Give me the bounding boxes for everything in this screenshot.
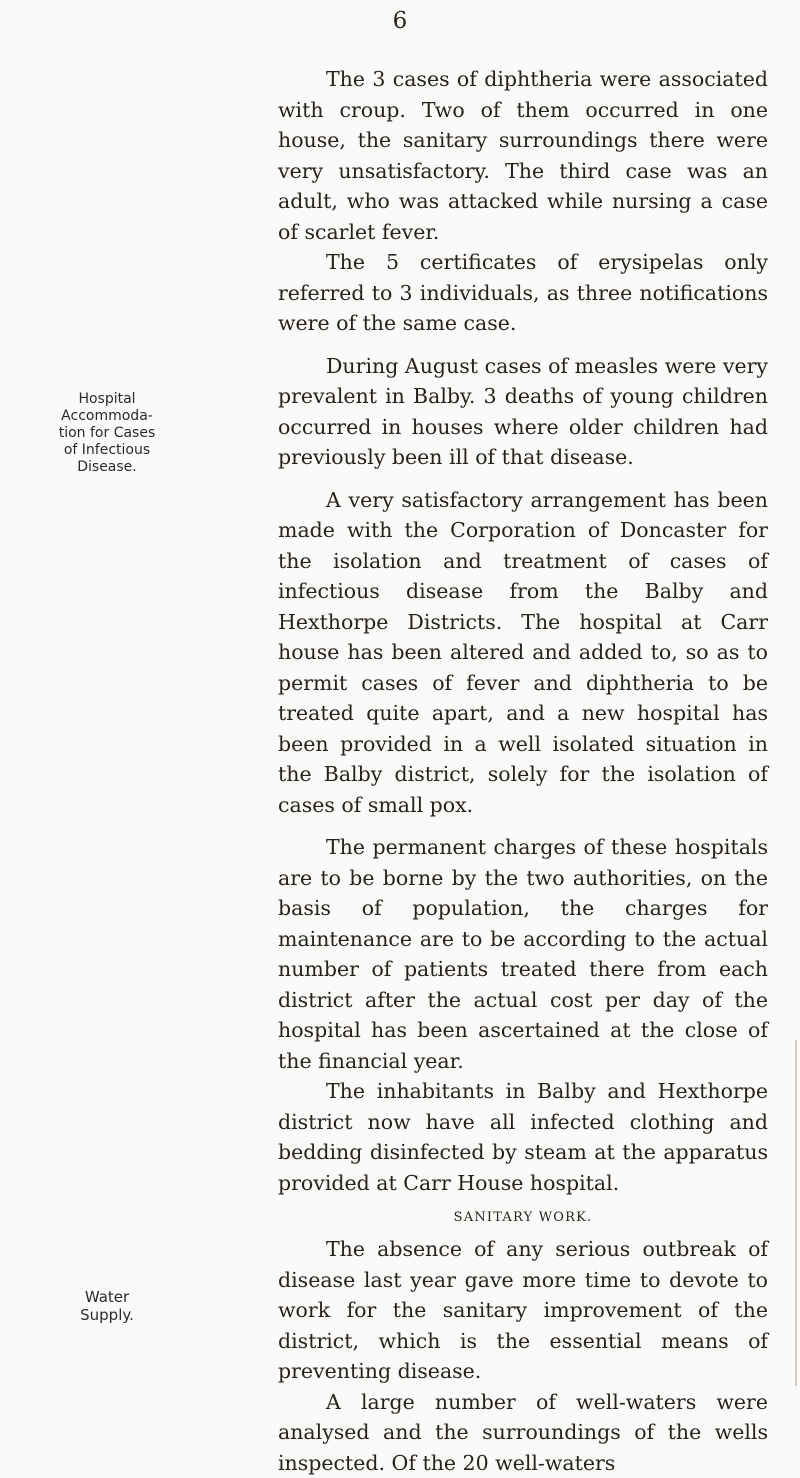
margin-note-line: Water (12, 1288, 202, 1306)
page-edge-shadow (795, 1040, 797, 1386)
body-text (278, 64, 768, 1478)
section-heading-sanitary-work: SANITARY WORK. (278, 1208, 768, 1228)
paragraph-hospital-arrangement: A very satisfactory arrangement has been made with the Corporation of Doncaster for the isolation and treatment of cases of infectious disease from the Balby and Hexthorpe Districts. The hospital at Carr house has been altered and added to, so as to permit cases of fever and diphtheria to be treated quite apart, and a new hospital has been provided in a well isolated situation in the Balby district, solely for the isolation of cases of small pox. (278, 485, 768, 821)
margin-note-line: tion for Cases (12, 425, 202, 442)
margin-note-line: of Infectious (12, 442, 202, 459)
paragraph-sanitary-work: The absence of any serious outbreak of disease last year gave more time to devote to work for the sanitary improvement of the district, which is the essential means of preventing disease. (278, 1234, 768, 1387)
paragraph-diphtheria: The 3 cases of diphtheria were associated with croup. Two of them occurred in one house, the sanitary surroundings there were very unsatisfactory. The third case was an adult, who was attacked while nursing a case of scarlet fever. (278, 64, 768, 247)
margin-note-line: Supply. (12, 1306, 202, 1324)
paragraph-erysipelas: The 5 certificates of erysipelas only referred to 3 individuals, as three notifications were of the same case. (278, 247, 768, 339)
margin-note-water-supply (12, 1288, 202, 1324)
margin-note-hospital (12, 391, 202, 476)
page-number: 6 (0, 8, 800, 34)
paragraph-disinfection: The inhabitants in Balby and Hexthorpe district now have all infected clothing and bedding disinfected by steam at the apparatus provided at Carr House hospital. (278, 1076, 768, 1198)
paragraph-hospital-charges: The permanent charges of these hospitals are to be borne by the two authorities, on the basis of population, the charges for maintenance are to be according to the actual number of patients treated there from each district after the actual cost per day of the hospital has been ascertained at the close of the financial year. (278, 832, 768, 1076)
paragraph-measles: During August cases of measles were very prevalent in Balby. 3 deaths of young children occurred in houses where older children had previously been ill of that disease. (278, 351, 768, 473)
paragraph-water-supply: A large number of well-waters were analysed and the surroundings of the wells inspected. Of the 20 well-waters (278, 1387, 768, 1478)
margin-note-line: Disease. (12, 459, 202, 476)
margin-note-line: Accommoda- (12, 408, 202, 425)
margin-note-line: Hospital (12, 391, 202, 408)
